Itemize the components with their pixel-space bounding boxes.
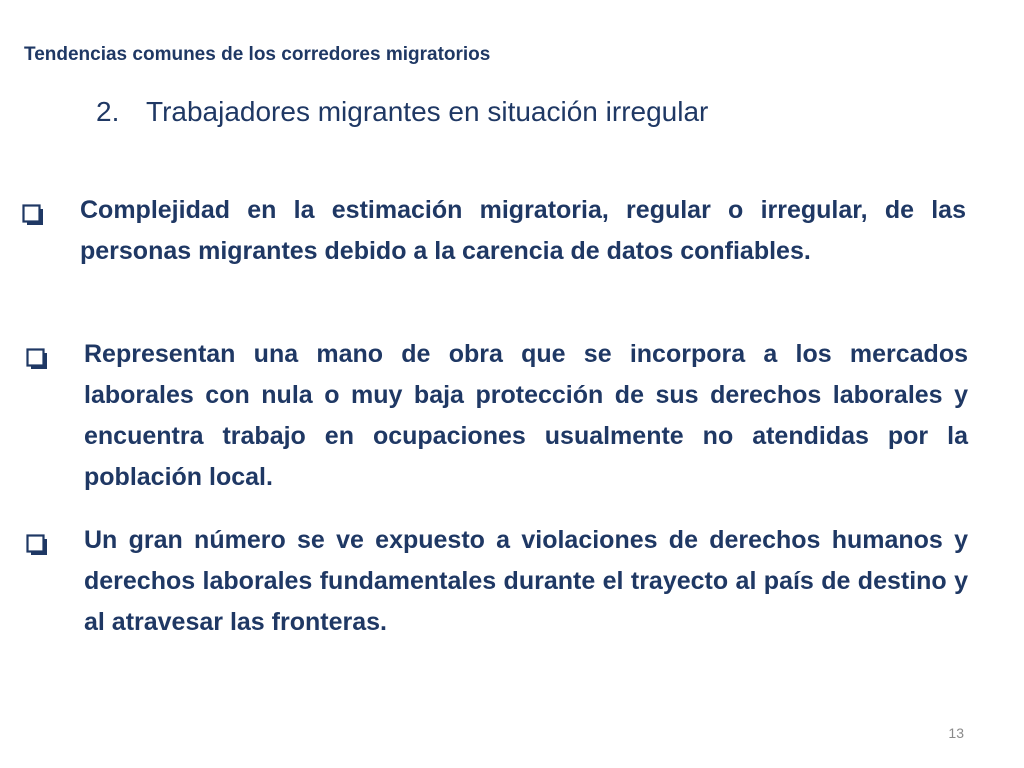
subtitle-text: Trabajadores migrantes en situación irregular [146, 96, 709, 127]
checkbox-icon [22, 198, 44, 220]
page-number: 13 [948, 725, 964, 741]
bullet-text: Un gran número se ve expuesto a violaciones de derechos humanos y derechos laborales fundamentales durante el trayecto al país de destino y al atravesar las fronteras. [84, 526, 968, 636]
checkbox-icon [26, 342, 48, 364]
section-subtitle [96, 96, 708, 128]
subtitle-number: 2. [96, 96, 120, 127]
checkbox-icon [26, 528, 48, 550]
bullet-item [80, 190, 966, 272]
header-title: Tendencias comunes de los corredores migratorios [24, 44, 491, 65]
bullet-text: Representan una mano de obra que se incorpora a los mercados laborales con nula o muy baja protección de sus derechos laborales y encuentra trabajo en ocupaciones usualmente no atendidas por la población local. [84, 340, 968, 491]
bullet-item [84, 520, 968, 643]
bullet-item [84, 334, 968, 498]
bullet-text: Complejidad en la estimación migratoria, regular o irregular, de las personas migrantes debido a la carencia de datos confiables. [80, 196, 966, 265]
